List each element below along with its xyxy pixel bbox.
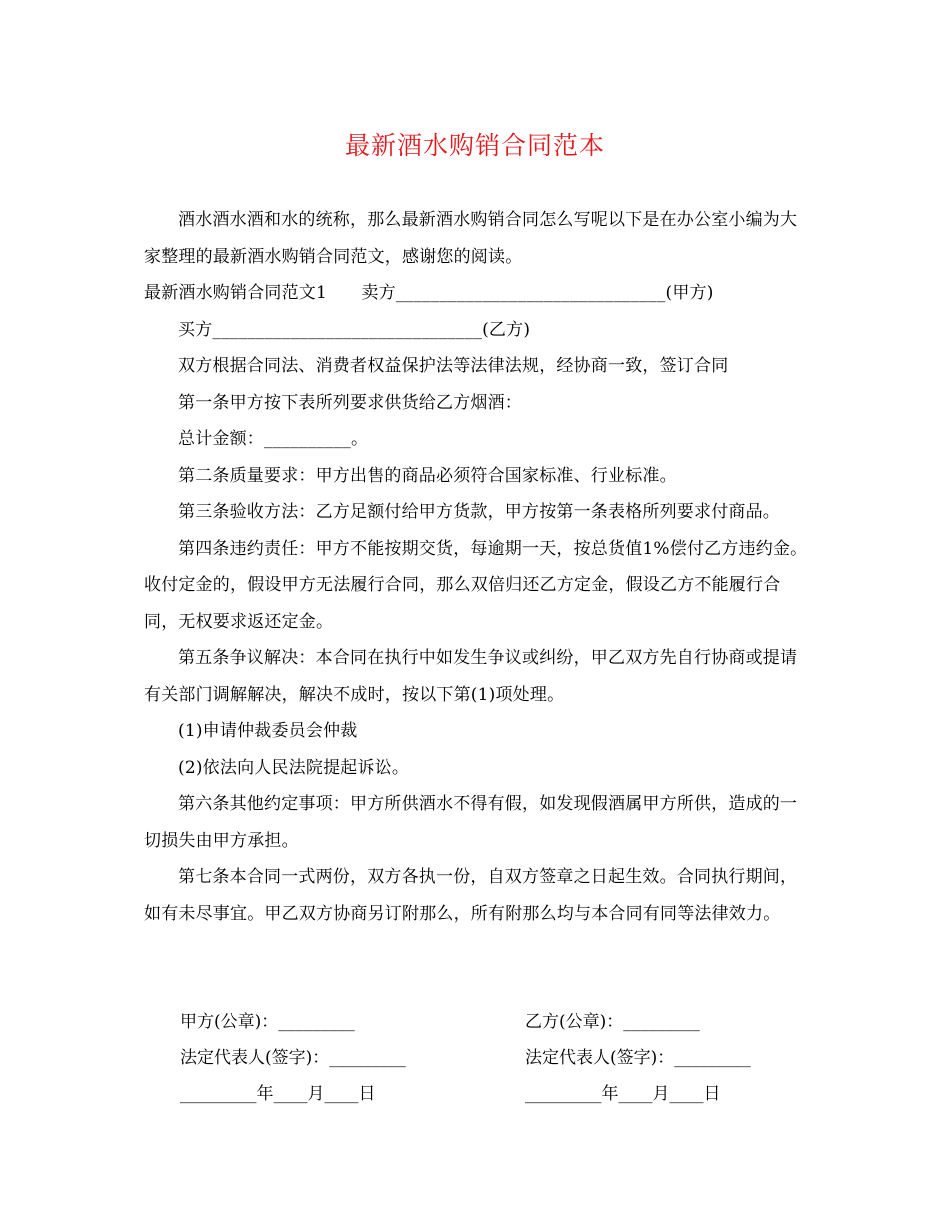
seller-line: 最新酒水购销合同范文1 卖方_______________________________(甲方) bbox=[144, 283, 714, 303]
party-a-seal: 甲方(公章)：_________ bbox=[180, 1012, 355, 1032]
party-a-date: _________年____月____日 bbox=[180, 1084, 376, 1104]
article-6: 第六条其他约定事项：甲方所供酒水不得有假，如发现假酒属甲方所供，造成的一切损失由甲方承担。 bbox=[144, 794, 798, 851]
option-1: (1)申请仲裁委员会仲裁 bbox=[178, 721, 358, 741]
article-7: 第七条本合同一式两份，双方各执一份，自双方签章之日起生效。合同执行期间，如有未尽事宜。甲乙双方协商另订附那么，所有附那么均与本合同有同等法律效力。 bbox=[144, 867, 798, 924]
party-b-rep: 法定代表人(签字)：_________ bbox=[525, 1048, 751, 1068]
article-3: 第三条验收方法：乙方足额付给甲方货款，甲方按第一条表格所列要求付商品。 bbox=[178, 502, 780, 522]
option-2: (2)依法向人民法院提起诉讼。 bbox=[178, 757, 410, 778]
article-5: 第五条争议解决：本合同在执行中如发生争议或纠纷，甲乙双方先自行协商或提请有关部门调解解决，解决不成时，按以下第(1)项处理。 bbox=[144, 648, 798, 705]
article-1: 第一条甲方按下表所列要求供货给乙方烟酒： bbox=[178, 392, 522, 413]
buyer-line: 买方_______________________________(乙方) bbox=[178, 319, 531, 340]
agreement-paragraph: 双方根据合同法、消费者权益保护法等法律法规，经协商一致，签订合同 bbox=[178, 356, 729, 376]
total-amount: 总计金额：__________。 bbox=[178, 429, 369, 449]
party-a-rep: 法定代表人(签字)：_________ bbox=[180, 1048, 406, 1068]
article-4: 第四条违约责任：甲方不能按期交货，每逾期一天，按总货值1%偿付乙方违约金。收付定金的，假设甲方无法履行合同，那么双倍归还乙方定金，假设乙方不能履行合同，无权要求返还定金。 bbox=[144, 538, 808, 632]
document-body bbox=[144, 202, 810, 932]
party-b-seal: 乙方(公章)：_________ bbox=[525, 1012, 700, 1032]
intro-paragraph: 酒水酒水酒和水的统称，那么最新酒水购销合同怎么写呢以下是在办公室小编为大家整理的最新酒水购销合同范文，感谢您的阅读。 bbox=[144, 210, 798, 267]
document-title: 最新酒水购销合同范本 bbox=[344, 131, 605, 160]
article-2: 第二条质量要求：甲方出售的商品必须符合国家标准、行业标准。 bbox=[178, 465, 677, 486]
party-b-date: _________年____月____日 bbox=[525, 1084, 721, 1104]
